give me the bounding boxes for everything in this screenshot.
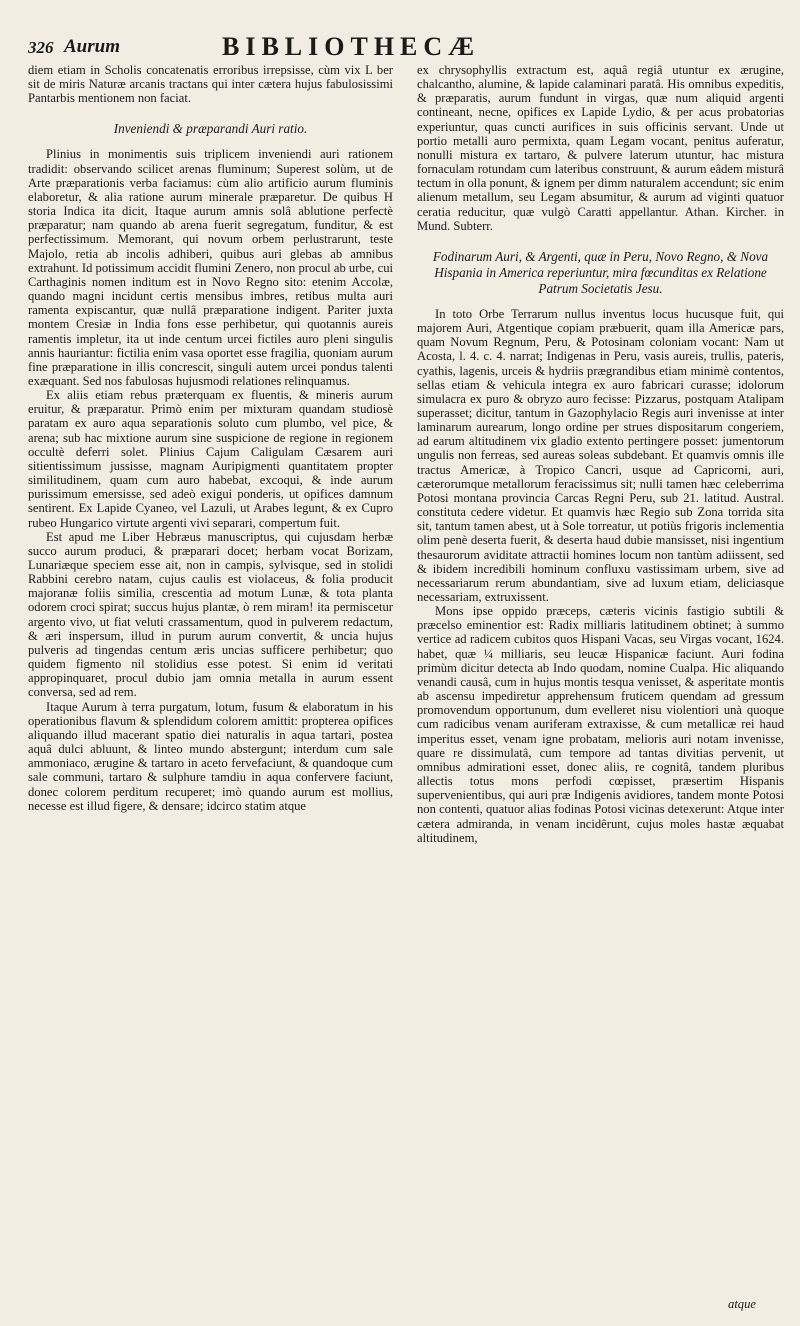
catchword: atque bbox=[728, 1297, 756, 1311]
running-title: BIBLIOTHECÆ bbox=[222, 32, 481, 61]
left-column bbox=[28, 63, 393, 813]
section-heading: Fodinarum Auri, & Argenti, quæ in Peru, Novo Regno, & Nova Hispania in America reperiuntur, mira fœcunditas ex Relatione Patrum Societatis Jesu. bbox=[432, 248, 769, 296]
paragraph: Mons ipse oppido præceps, cæteris vicinis fastigio subtili & præcelso eminentior est: Radix milliaris latitudinem obtinet; à summo vertice ad radicem cubitos quos Hispani Vacas, seu Virgas vocant, 1624. habet, quæ ¼ milliaris, seu leucæ Hispanicæ faciunt. Auri fodina primùm dicitur detecta ab Indo quodam, nomine Cualpa. Hic aliquando venandi causâ, cum in hujus montis tesqua venisset, & asperitate montis ab ascensu impediretur apprehensum fruticem quendam ad gressum promovendum opportunum, dum evelleret nisu violentiori unà quoque cum radicibus venam auriferam extraxisse, & cum metallicæ rei haud imperitus esset, venam igne probatam, melioris auri notam invenisse, quare re dissimulatâ, cum tempore ad tantas divitias pervenit, ut omnibus admirationi esset, donec aliis, re cognitâ, tandem pluribus allectis totus mons perfodi cœpisset, præsertim Hispanis supervenientibus, qui auri præ Indigenis avidiores, tandem monte Potosi non contenti, quatuor alias fodinas Potosi vicinas detexerunt: Atque inter cætera admiranda, in venam incidêrunt, cujus moles hastæ æquabat altitudinem, bbox=[417, 604, 784, 845]
page-number: 326 bbox=[28, 38, 54, 57]
paragraph: Ex aliis etiam rebus præterquam ex fluentis, & mineris aurum eruitur, & præparatur. Primò enim per mixturam quandam studiosè paratam ex auro aqua separationis soluto cum plumbo, vel pice, & arena; sub hac mixtione aurum sine suspicione de regione in regionem occultè deferri solet. Plinius Cajum Caligulam Cæsarem auri sitientissimum jussisse, magnam Auripigmenti quantitatem propter similitudinem, quam cum auro habebat, excoqui, & inde aurum purissimum emersisse, sed adeò exigui ponderis, ut opifices damnum sentirent. Ex Lapide Cyaneo, vel Lazuli, ut Arabes legunt, & ex Cupro rubeo Hungarico virtute argenti vivi separari, compertum fuit. bbox=[28, 388, 393, 530]
paragraph: diem etiam in Scholis concatenatis erroribus irrepsisse, cùm vix L ber sit de miris Naturæ arcanis tractans qui inter cætera hujus fabulosissimi Pantarbis mentionem non faciat. bbox=[28, 63, 393, 106]
paragraph: Plinius in monimentis suis triplicem inveniendi auri rationem tradidit: observando scilicet arenas fluminum; Superest solùm, ut de Arte præparationis verba faciamus: cùm alio artificio aurum fluminis elaboretur, & alia ratione aurum minerale præparetur. De quibus H storia Indica ita dicit, Itaque aurum amnis solâ ablutione perfectè præparatur; nam quando ab arena fuerit segregatum, funditur, & est perfectissimum. Memorant, qui novum orbem perlustrarunt, teste Majolo, retia ab incolis adhiberi, quibus auri glebas ab amnibus extrahunt. Id potissimum accidit flumini Zenero, non procul ab urbe, cui Carthaginis nomen inditum est in Novo Regno sito: etenim Accolæ, quando magni incidunt certis mensibus imbres, retibus multa auri ramenta expiscantur, quæ nullâ præparatione indigent. Pariter juxta montem Cresiæ in India fons esse perhibetur, qui quotannis aureis ramentis impletur, ita ut inde centum urcei fictiles auro pleni singulis annis hauriantur: fictilia enim vasa oportet esse fragilia, quoniam aurum fine præparatione in illis concrescit, singuli autem urcei pondus talenti exæquant. Sed nos fabulosas hujusmodi relationes relinquamus. bbox=[28, 147, 393, 388]
right-column bbox=[417, 63, 784, 845]
marginal-keyword: Aurum bbox=[64, 36, 120, 57]
paragraph: In toto Orbe Terrarum nullus inventus locus hucusque fuit, qui majorem Auri, Atgentique copiam præbuerit, quam illa Americæ pars, quam Novum Regnum, Peru, & Potosinam coloniam vocant: Nam ut Acosta, l. 4. c. 4. narrat; Indigenas in Peru, vasis aureis, trullis, pateris, cyathis, lagenis, urceis & hydriis prægrandibus etiam minimè contentos, sellas etiam & vehicula integra ex auro fabricari curasse; idolorum simulacra ex puro & obryzo auro fecisse: Pizzarus, postquam Atalipam superasset; dicitur, tantum in Gazophylacio Regis auri invenisse at inter laminarum aurearum, longo ordine per strues dispositarum congeriem, ad earum altitudinem vix gladio extento pertingere posset: jumentorum ungulis non ferreas, sed aureas soleas subdebant. Et quamvis omnis ille tractus Americæ, à Tropico Cancri, usque ad Capricorni, auri, cæterorumque metallorum feracissimus sit; nulli tamen hæc celeberrima Potosi montana provincia Carcas Regni Peru, sub 21. latitud. Austral. constituta cedere videtur. Et quamvis hæc Regio sub Zona torrida sita sit, tantum tamen abest, ut à Sole torreatur, ut potiùs frigoris inclementia olim penè deserta fuerit, & deserta haud dubie mansisset, nisi ingentium thesaurorum aviditate attractii homines locum non tantùm adiissent, sed & ibidem incredibili hominum confluxu vastissimam urbem, sive ad necessariarum rerum abundantiam, sive ad luxum etiam, deliciasque necessariam, extruxissent. bbox=[417, 306, 784, 604]
section-heading: Inveniendi & præparandi Auri ratio. bbox=[113, 121, 308, 137]
paragraph: Est apud me Liber Hebræus manuscriptus, qui cujusdam herbæ succo aurum produci, & præparari docet; herbam vocat Borizam, Lunariæque speciem esse ait, non in campis, sylvisque, sed in stolidi Rabbini cerebro natam, cujus caulis est violaceus, & folia producit majoranæ foliis similia, crescentia ad motum Lunæ, & tota planta odorem croci spirat; succus hujus plantæ, ò rem miram! ita permiscetur argento vivo, ut fiat veluti crassamentum, quod in pulverem redactum, & æri inspersum, illud in purum aurum convertit, & uncia hujus pulveris ad tingendas centum æris uncias sufficere perhibetur; quo quidem figmento nil stolidius esse potest. Si enim id veritati appropinquaret, procul dubio jam omnia metalla in aurum essent conversa, sed ad rem. bbox=[28, 529, 393, 700]
page-header bbox=[0, 32, 800, 64]
paragraph: ex chrysophyllis extractum est, aquâ regiâ utuntur ex ærugine, chalcantho, alumine, & lapide calaminari paratâ. His omnibus expeditis, & præparatis, aurum fundunt in virgas, quæ num aliquid argenti contineant, necne, opifices ex Lapide Lydio, & per acus probatorias experiuntur, quas cuncti aurifices in suis officinis servant. Unde ut portio metalli auro permixta, quam Legam vocant, penitus auferatur, nonulli mistura ex tartaro, & pulvere laterum utuntur, hac mistura fornaculam rotundam cum lateribus construunt, & aurum eâdem misturâ tectum in olla ponunt, & ignem per dimm naturalem accendunt; sic enim alienum metallum, seu Legam absumitur, & aurum ad viginti quatuor ceratia reducitur, quæ vulgò Caratti appellantur. Athan. Kircher. in Mund. Subterr. bbox=[417, 63, 784, 233]
paragraph: Itaque Aurum à terra purgatum, lotum, fusum & elaboratum in his operationibus flavum & splendidum colorem amittit: propterea opifices aliquando illud macerant spatio diei naturalis in aqua tartari, postea aquâ dulci abluunt, & linteo mundo abstergunt; interdum cum sale ammoniaco, ærugine & tartaro in aceto fervefaciunt, & quandoque cum sale communi, tartaro & sulphure tamdiu in aqua confervere faciunt, donec colorem perditum recuperet; imò quando aurum est mollius, necesse est illud figere, & densare; idcirco statim atque bbox=[28, 699, 393, 813]
